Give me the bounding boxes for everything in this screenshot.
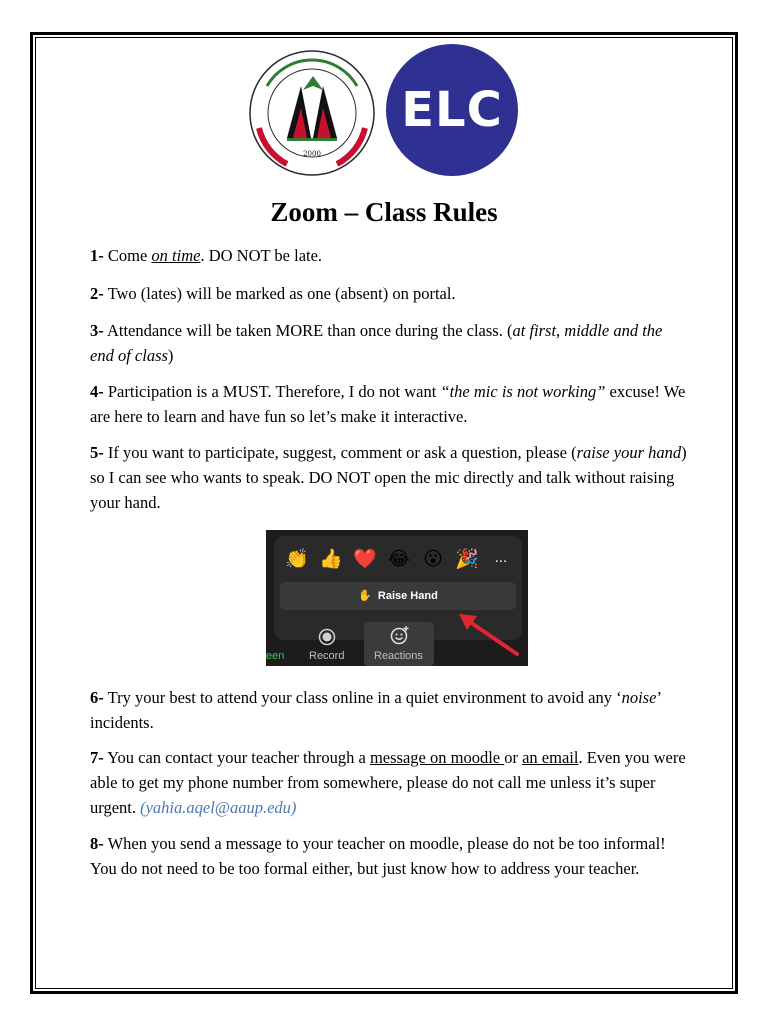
rule-6: 6- Try your best to attend your class online in a quiet environment to avoid any ‘noise’ incidents.: [90, 688, 661, 732]
email-link[interactable]: an email: [522, 748, 579, 767]
thumbs-up-emoji-icon[interactable]: 👍: [319, 548, 343, 570]
screen-share-partial-label: een: [266, 650, 285, 662]
emoji-row: [284, 546, 520, 574]
raise-hand-button[interactable]: ✋ Raise Hand: [280, 582, 516, 610]
record-icon[interactable]: [318, 628, 336, 646]
rule-2: 2- Two (lates) will be marked as one (absent) on portal.: [90, 284, 456, 303]
rule-4: 4- Participation is a MUST. Therefore, I do not want “the mic is not working” excuse! We are here to learn and have fun so let’s make it interactive.: [90, 382, 686, 426]
rule-7: 7- You can contact your teacher through a message on moodle or an email. Even you were able to get my phone number from somewhere, please do not call me unless it’s super urgent. (yahia.aqel@aaup.edu): [90, 748, 686, 817]
clap-emoji-icon[interactable]: 👏: [285, 548, 309, 570]
elc-logo-text: ELC: [401, 82, 503, 138]
laugh-emoji-icon[interactable]: 😂: [387, 548, 411, 570]
heart-emoji-icon[interactable]: ❤️: [353, 548, 377, 570]
moodle-message-link[interactable]: message on moodle: [369, 748, 505, 767]
red-arrow-icon: [455, 612, 521, 658]
more-icon[interactable]: ...: [494, 551, 508, 566]
reactions-label: Reactions: [374, 650, 423, 662]
surprised-emoji-icon[interactable]: 😮: [423, 548, 443, 570]
record-label: Record: [309, 650, 345, 662]
page-title: Zoom – Class Rules: [270, 197, 498, 227]
teacher-email[interactable]: (yahia.aqel@aaup.edu): [140, 798, 297, 817]
reactions-smiley-icon: [390, 624, 410, 646]
party-emoji-icon[interactable]: 🎉: [455, 548, 479, 570]
rule-5: 5- If you want to participate, suggest, comment or ask a question, please (raise your hand) so I can see who wants to speak. DO NOT open the mic directly and talk without raising your hand.: [90, 443, 687, 512]
raise-hand-icon: ✋: [358, 589, 372, 602]
rule-1: 1- Come on time. DO NOT be late.: [90, 246, 323, 265]
arab-american-university-logo: [247, 46, 377, 180]
rule-3: 3- Attendance will be taken MORE than once during the class. (at first, middle and the end of class): [90, 321, 663, 365]
rule-8: 8- When you send a message to your teacher on moodle, please do not be too informal! You do not need to be too formal either, but just know how to address your teacher.: [90, 834, 666, 878]
svg-text:2000: 2000: [303, 150, 321, 158]
